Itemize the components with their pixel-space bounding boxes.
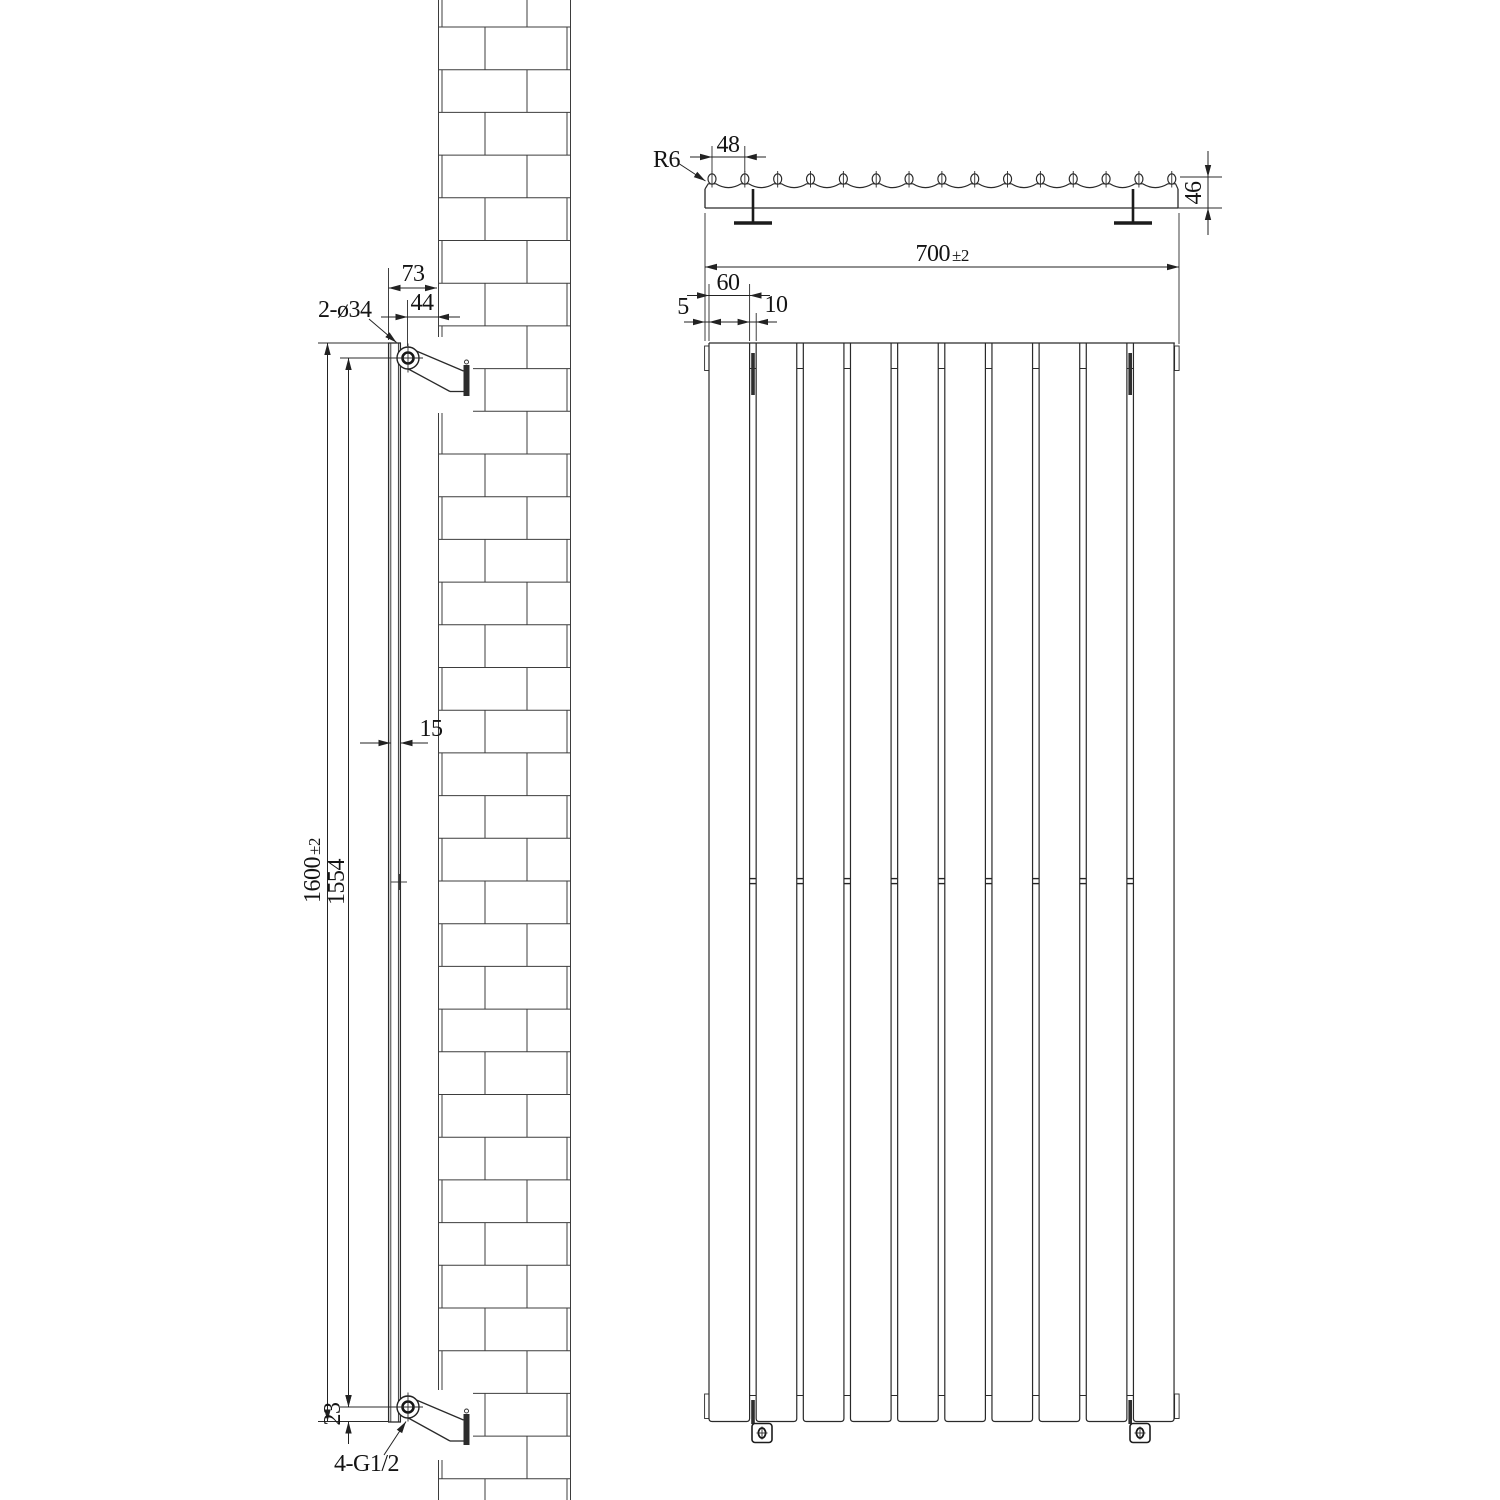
radiator-panel	[709, 343, 750, 1422]
wall-anchor-bar	[464, 1414, 470, 1445]
dim-face-to-wall-label: 73	[401, 261, 425, 287]
dim-corner-radius-label: R6	[653, 147, 681, 173]
side-panel-profile	[388, 343, 407, 1422]
radiator-panel	[850, 343, 891, 1422]
svg-text:23: 23	[320, 1402, 346, 1426]
radiator-panel	[1086, 343, 1127, 1422]
svg-text:±2: ±2	[305, 838, 324, 855]
radius-leader	[678, 163, 706, 181]
radiator-panel	[945, 343, 986, 1422]
rail-screw-top-right	[1128, 353, 1132, 395]
dim-thickness-label: 15	[419, 716, 443, 742]
front-view-dimensions	[677, 213, 1179, 344]
dim-depth-label	[1181, 181, 1207, 205]
bottom-tapping	[393, 1393, 423, 1422]
svg-text:1554: 1554	[324, 859, 350, 905]
bottom-bracket-plate-right	[1130, 1424, 1150, 1443]
wall-anchor-bar	[464, 365, 470, 396]
dim-top-tappings-label: 2-ø34	[318, 297, 372, 323]
top-tapping	[393, 344, 423, 373]
dim-panel-gap-label: 10	[764, 292, 788, 318]
dim-tube-pitch-label: 48	[716, 132, 740, 158]
connections-leader	[384, 1422, 406, 1456]
dim-panel-width-label: 60	[716, 270, 740, 296]
bottom-bracket-plate-left	[752, 1424, 772, 1443]
dim-tapping-to-wall-label: 44	[410, 290, 434, 316]
front-view	[677, 213, 1179, 1443]
svg-text:1600: 1600	[300, 857, 326, 903]
dim-edge-gap-label: 5	[677, 294, 689, 320]
radiator-panel	[803, 343, 844, 1422]
side-view	[300, 261, 473, 1477]
rail-screw-bottom-right	[1128, 1400, 1132, 1424]
dim-width-tol-label: ±2	[952, 246, 969, 265]
plan-brackets	[734, 189, 1152, 223]
radiator-panel	[1039, 343, 1080, 1422]
rail-screw-bottom-left	[751, 1400, 755, 1424]
brick-wall	[439, 0, 571, 1500]
rail-screw-top-left	[751, 353, 755, 395]
tube-sections	[705, 171, 1178, 189]
dim-tapping-span-label	[324, 859, 350, 906]
svg-text:46: 46	[1181, 181, 1207, 205]
top-view	[653, 132, 1222, 235]
radiator-panel	[756, 343, 797, 1422]
side-view-dimensions	[300, 261, 460, 1477]
radiator-panel	[992, 343, 1033, 1422]
front-panels	[709, 343, 1174, 1422]
dim-bottom-offset-label	[320, 1402, 346, 1426]
top-tappings-leader	[369, 319, 397, 343]
dim-connections-label: 4-G1/2	[334, 1451, 399, 1477]
dim-height-label	[300, 838, 326, 903]
dim-width-label: 700	[915, 241, 950, 267]
radiator-panel	[1133, 343, 1174, 1422]
radiator-panel	[898, 343, 939, 1422]
